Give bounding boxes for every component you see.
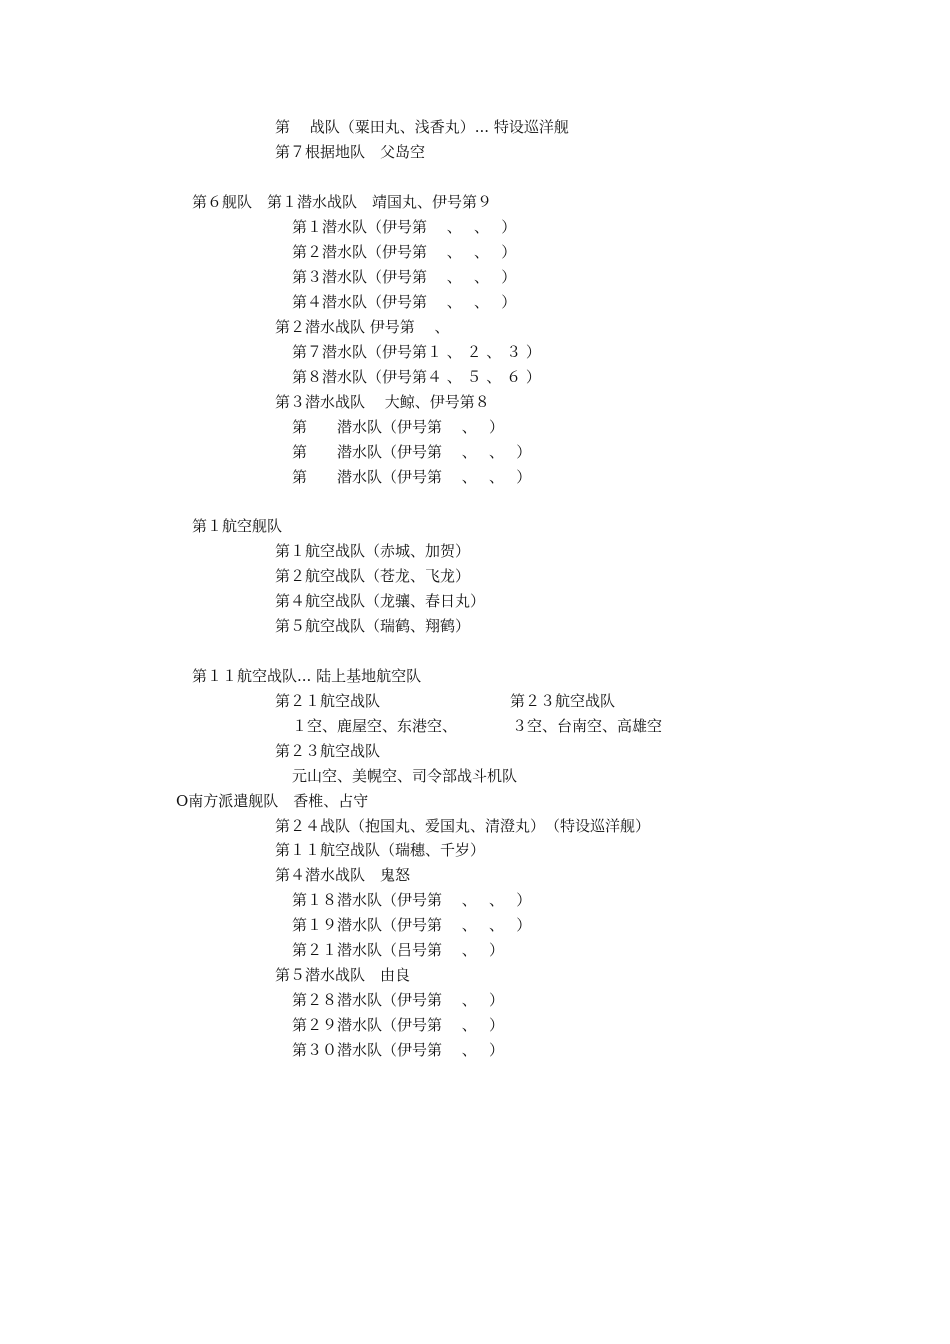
- text-line: 第 潜水队（伊号第 、 、 ）: [292, 443, 532, 461]
- text-line: 第３潜水队（伊号第 、 、 ）: [292, 268, 517, 286]
- text-line: 第２３航空战队: [510, 692, 616, 710]
- text-line: 第１９潜水队（伊号第 、 、 ）: [292, 916, 532, 934]
- text-line: 第 潜水队（伊号第 、 ）: [292, 418, 505, 436]
- text-line: 第６舰队 第１潜水战队 靖国丸、伊号第９: [192, 193, 493, 211]
- text-line: 第５航空战队（瑞鹤、翔鹤）: [275, 617, 471, 635]
- text-line: 第１潜水队（伊号第 、 、 ）: [292, 218, 517, 236]
- text-line: ３空、台南空、高雄空: [512, 717, 663, 735]
- text-line: 第１１航空战队（瑞穗、千岁）: [275, 841, 486, 859]
- text-line: 第７潜水队（伊号第１ 、 ２ 、 ３ ）: [292, 343, 541, 361]
- text-line: 第２１潜水队（吕号第 、 ）: [292, 941, 505, 959]
- text-line: 第５潜水战队 由良: [275, 966, 411, 984]
- text-line: 第８潜水队（伊号第４ 、 ５ 、 ６ ）: [292, 368, 541, 386]
- text-line: 第３０潜水队（伊号第 、 ）: [292, 1041, 505, 1059]
- text-line: 第４潜水战队 鬼怒: [275, 866, 411, 884]
- text-line: 元山空、美幌空、司令部战斗机队: [292, 767, 518, 785]
- text-line: 第４潜水队（伊号第 、 、 ）: [292, 293, 517, 311]
- text-line: 第２９潜水队（伊号第 、 ）: [292, 1016, 505, 1034]
- text-line: 第２８潜水队（伊号第 、 ）: [292, 991, 505, 1009]
- text-line: 第 战队（粟田丸、浅香丸）... 特设巡洋舰: [275, 118, 569, 136]
- text-line: 第７根据地队 父岛空: [275, 143, 426, 161]
- text-line: 第２４战队（抱国丸、爱国丸、清澄丸） （特设巡洋舰）: [275, 817, 651, 835]
- text-line: 第１航空战队（赤城、加贺）: [275, 542, 471, 560]
- text-line: 第２航空战队（苍龙、飞龙）: [275, 567, 471, 585]
- text-line: 第２潜水战队 伊号第 、: [275, 318, 450, 336]
- text-line: 第３潜水战队 大鲸、伊号第８: [275, 393, 490, 411]
- text-line: １空、鹿屋空、东港空、: [292, 717, 458, 735]
- text-line: 第２１航空战队: [275, 692, 381, 710]
- text-line: 第２潜水队（伊号第 、 、 ）: [292, 243, 517, 261]
- text-line: 第４航空战队（龙骧、春日丸）: [275, 592, 486, 610]
- text-line: 第１８潜水队（伊号第 、 、 ）: [292, 891, 532, 909]
- text-line: 第 潜水队（伊号第 、 、 ）: [292, 468, 532, 486]
- text-line: 第２３航空战队: [275, 742, 381, 760]
- text-line: O南方派遣舰队 香椎、占守: [176, 792, 369, 810]
- text-line: 第１１航空战队... 陆上基地航空队: [192, 667, 422, 685]
- text-line: 第１航空舰队: [192, 517, 283, 535]
